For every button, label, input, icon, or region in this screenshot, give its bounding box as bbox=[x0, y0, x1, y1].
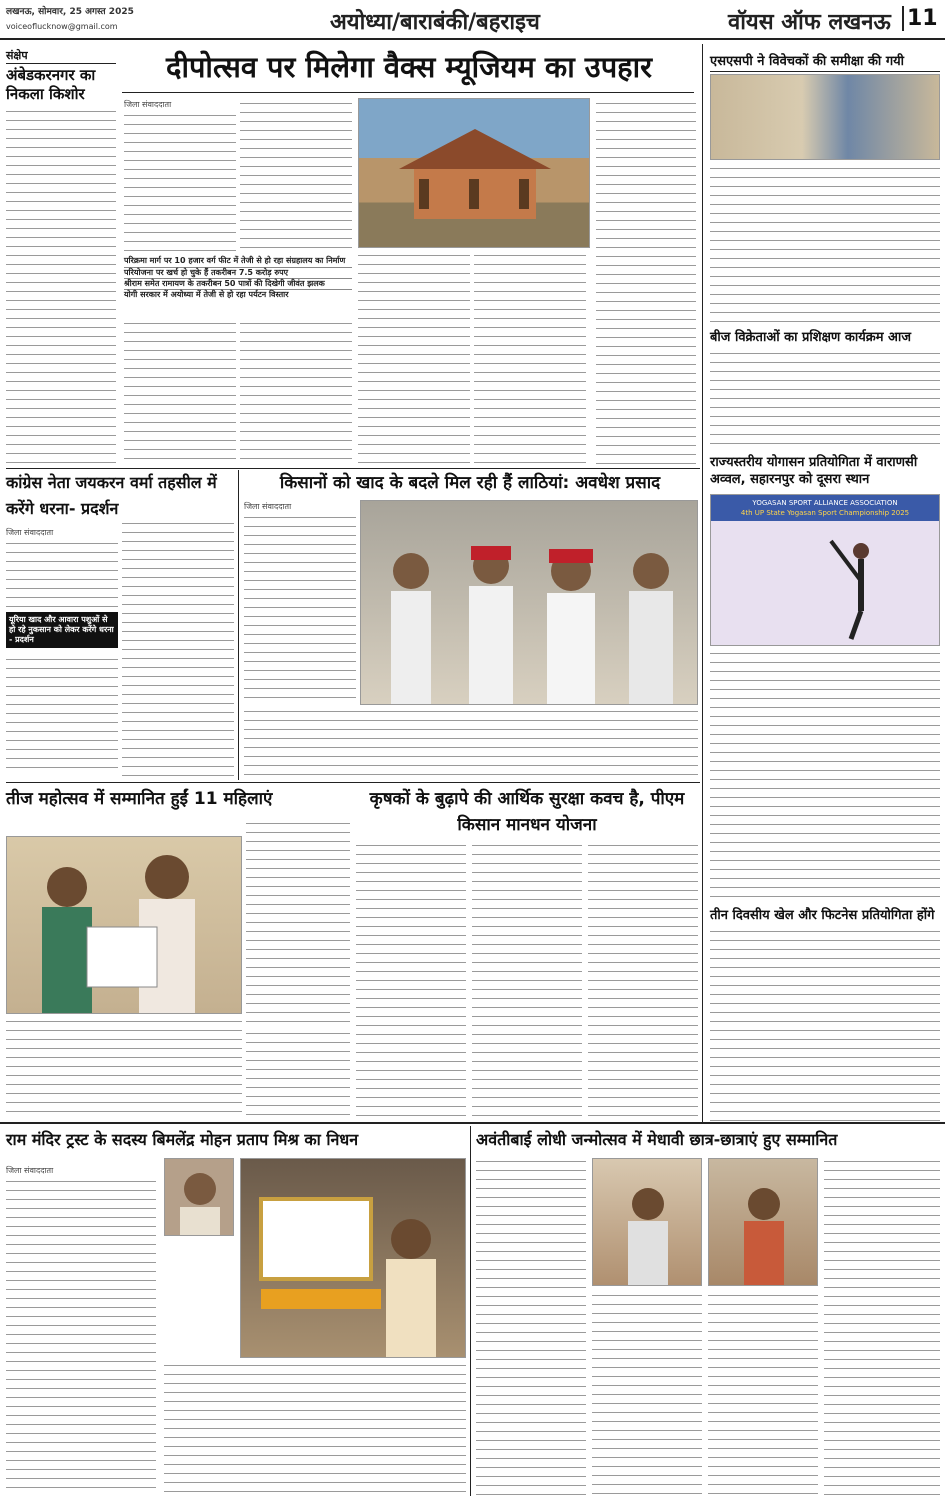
trust-tribute-photo bbox=[240, 1158, 466, 1358]
trust-portrait bbox=[164, 1158, 234, 1236]
awadhesh-headline: किसानों को खाद के बदले मिल रही हैं लाठियां: अवधेश प्रसाद bbox=[279, 473, 661, 493]
masthead-rule bbox=[0, 38, 945, 40]
yoga-photo bbox=[710, 494, 940, 646]
fitness-headline: तीन दिवसीय खेल और फिटनेस प्रतियोगिता होंगे bbox=[710, 908, 935, 923]
awadhesh-photo bbox=[360, 500, 698, 705]
trust-body-col1 bbox=[6, 1178, 156, 1496]
lead-body-col6 bbox=[474, 252, 586, 465]
lead-headline: दीपोत्सव पर मिलेगा वैक्स म्यूजियम का उपहार bbox=[166, 50, 652, 84]
teej-photo bbox=[6, 836, 242, 1014]
lodhi-image-2 bbox=[709, 1159, 818, 1286]
pension-headline: कृषकों के बुढ़ापे की आर्थिक सुरक्षा कवच है, पीएम किसान मानधन योजना bbox=[369, 789, 685, 835]
congress-body-col1 bbox=[6, 540, 118, 610]
awadhesh-body-col1 bbox=[244, 514, 356, 704]
congress-byline: जिला संवाददाता bbox=[6, 528, 54, 537]
awadhesh-byline: जिला संवाददाता bbox=[244, 502, 292, 511]
lodhi-body-col3 bbox=[708, 1292, 818, 1496]
rule-row3 bbox=[0, 1122, 945, 1124]
lead-bullet-4: योगी सरकार में अयोध्या में तेजी से हो रहा पर्यटन विस्तार bbox=[124, 290, 289, 299]
rule-row2 bbox=[6, 782, 700, 783]
trust-headline: राम मंदिर ट्रस्ट के सदस्य बिमलेंद्र मोहन प्रताप मिश्र का निधन bbox=[6, 1130, 359, 1149]
sanchhep-label: संक्षेप bbox=[6, 44, 116, 64]
lead-body-col5 bbox=[358, 252, 470, 465]
trust-tribute-image bbox=[241, 1159, 466, 1358]
lead-body-col2 bbox=[240, 100, 352, 252]
sanchhep-body bbox=[6, 108, 116, 463]
congress-body-col2 bbox=[122, 520, 234, 776]
museum-building-image bbox=[359, 99, 590, 248]
sanchhep-headline: अंबेडकरनगर का निकला किशोर bbox=[6, 66, 96, 103]
section-title: अयोध्या/बाराबंकी/बहराइच bbox=[330, 10, 540, 35]
yoga-banner-title: YOGASAN SPORT ALLIANCE ASSOCIATION bbox=[752, 499, 898, 507]
teej-headline: तीज महोत्सव में सम्मानित हुईं 11 महिलाएं bbox=[6, 789, 273, 809]
congress-headline: कांग्रेस नेता जयकरन वर्मा तहसील में करेंगे धरना- प्रदर्शन bbox=[6, 473, 217, 518]
lodhi-body-col4 bbox=[824, 1158, 940, 1496]
yoga-banner-sub: 4th UP State Yogasan Sport Championship 2025 bbox=[740, 509, 910, 517]
teej-body-bottom bbox=[6, 1018, 242, 1118]
rule-lodhi bbox=[470, 1126, 471, 1496]
lodhi-photo-2 bbox=[708, 1158, 818, 1286]
lodhi-body-col1 bbox=[476, 1158, 586, 1496]
page-number: 11 bbox=[902, 6, 938, 31]
teej-body-col1 bbox=[246, 820, 350, 1028]
seed-body bbox=[710, 350, 940, 445]
pension-body-col3 bbox=[588, 842, 698, 1118]
teej-body-col2 bbox=[246, 1030, 350, 1118]
yoga-pose-image bbox=[711, 521, 940, 641]
fitness-body bbox=[710, 928, 940, 1123]
awadhesh-people-image bbox=[361, 501, 698, 705]
sp-body bbox=[710, 165, 940, 325]
masthead bbox=[0, 0, 945, 40]
yoga-body bbox=[710, 650, 940, 900]
trust-body-col2 bbox=[164, 1362, 466, 1496]
sp-headline: एसएसपी ने विवेचकों की समीक्षा की गयी bbox=[710, 54, 940, 72]
lodhi-image-1 bbox=[593, 1159, 702, 1286]
lead-body-col4 bbox=[240, 320, 352, 465]
rule-congress bbox=[238, 470, 239, 780]
yoga-banner bbox=[711, 495, 939, 521]
seed-headline: बीज विक्रेताओं का प्रशिक्षण कार्यक्रम आज bbox=[710, 330, 911, 345]
lead-body-col3 bbox=[124, 320, 236, 465]
sp-photo bbox=[710, 74, 940, 160]
lead-bullet-3: श्रीराम समेत रामायण के तकरीबन 50 पात्रों की दिखेगी जीवंत झलक bbox=[124, 279, 352, 290]
lead-body-col1 bbox=[124, 112, 236, 252]
trust-portrait-image bbox=[165, 1159, 234, 1236]
lead-bullets bbox=[124, 256, 352, 316]
congress-body-col1b bbox=[6, 656, 118, 776]
museum-photo bbox=[358, 98, 590, 248]
masthead-date: लखनऊ, सोमवार, 25 अगस्त 2025 bbox=[6, 7, 134, 17]
pension-body-col2 bbox=[472, 842, 582, 1118]
paper-name: वॉयस ऑफ लखनऊ bbox=[728, 10, 891, 35]
yoga-headline: राज्यस्तरीय योगासन प्रतियोगिता में वाराणसी अव्वल, सहारनपुर को दूसरा स्थान bbox=[710, 455, 918, 487]
lead-byline: जिला संवाददाता bbox=[124, 100, 172, 109]
teej-ceremony-image bbox=[7, 837, 242, 1014]
congress-pullquote: यूरिया खाद और आवारा पशुओं से हो रहे नुकसान को लेकर करेंगे धरना - प्रदर्शन bbox=[6, 612, 118, 648]
masthead-email: voiceoflucknow@gmail.com bbox=[6, 22, 118, 31]
lodhi-body-col2 bbox=[592, 1292, 702, 1496]
lodhi-headline: अवंतीबाई लोधी जन्मोत्सव में मेधावी छात्र-छात्राएं हुए सम्मानित bbox=[476, 1130, 838, 1149]
lead-body-col7 bbox=[596, 100, 696, 465]
lead-bullet-1: परिक्रमा मार्ग पर 10 हजार वर्ग फीट में तेजी से हो रहा संग्रहालय का निर्माण bbox=[124, 256, 352, 268]
trust-byline: जिला संवाददाता bbox=[6, 1166, 54, 1175]
rule-right bbox=[702, 44, 703, 1124]
lodhi-photo-1 bbox=[592, 1158, 702, 1286]
rule-mid-row bbox=[6, 468, 700, 469]
lead-bullet-2: परियोजना पर खर्च हो चुके हैं तकरीबन 7.5 करोड़ रुपए bbox=[124, 268, 352, 279]
awadhesh-body-bottom bbox=[244, 708, 698, 778]
lead-rule bbox=[122, 92, 694, 93]
pension-body-col1 bbox=[356, 842, 466, 1118]
